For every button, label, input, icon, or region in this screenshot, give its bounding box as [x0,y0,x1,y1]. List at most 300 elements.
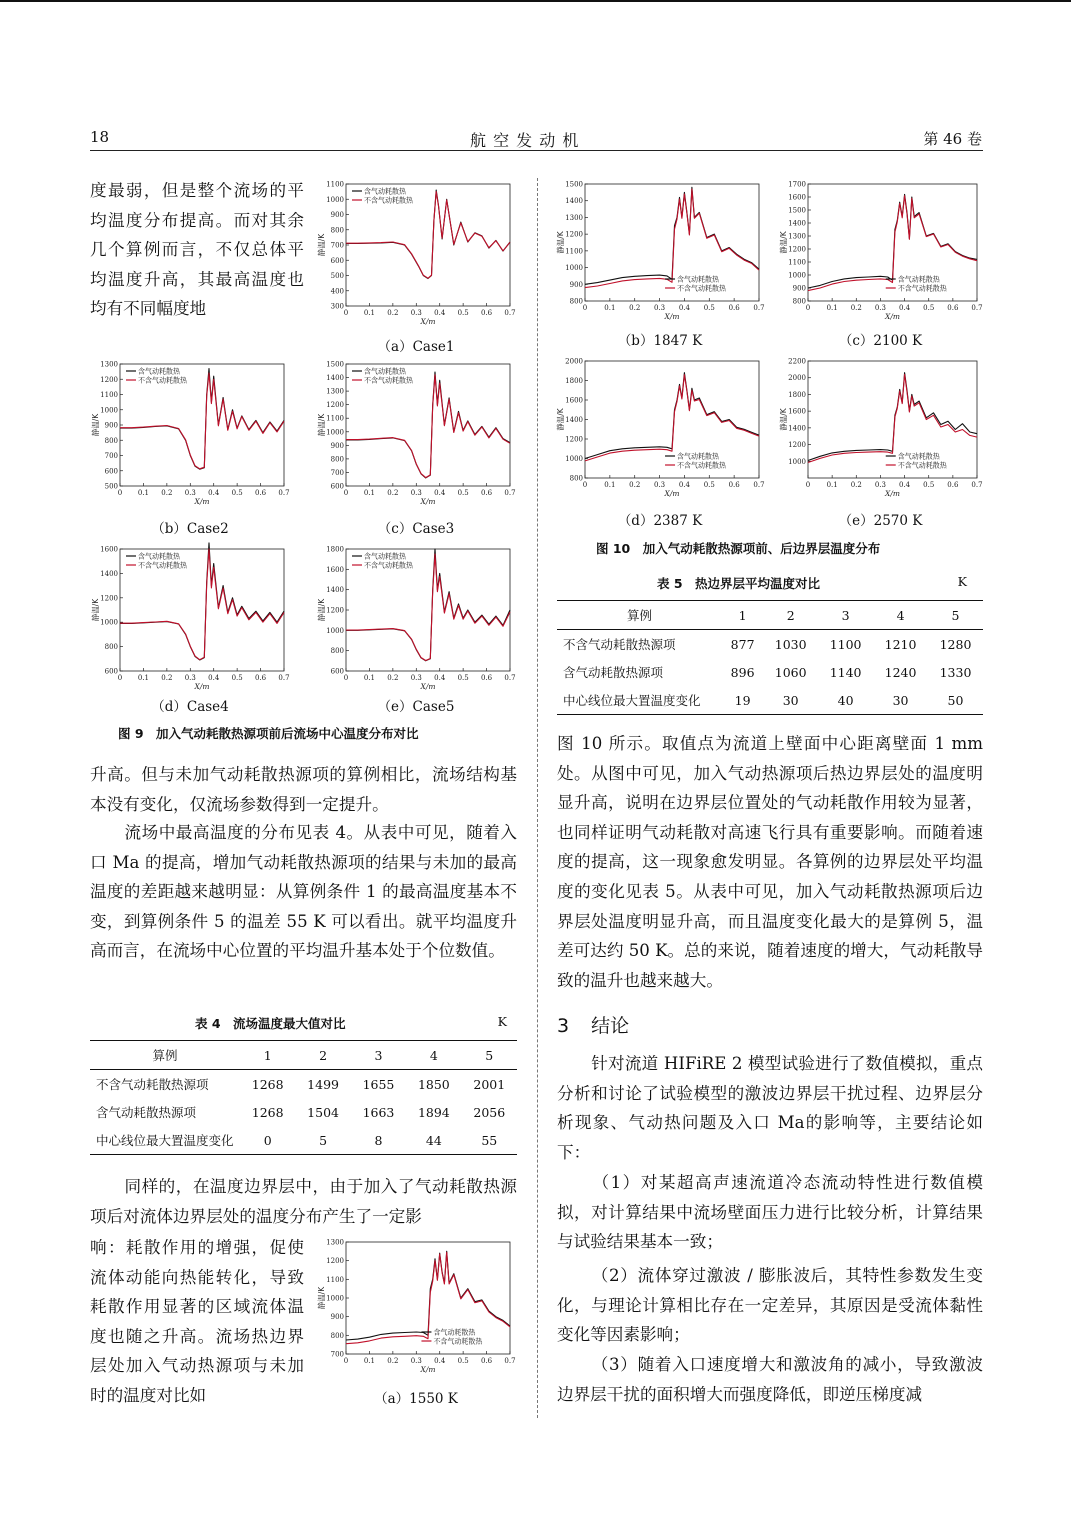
x-tick-label: 0.6 [255,674,267,682]
figure-9-title: 图 9 加入气动耗散热源项前后流场中心温度分布对比 [118,726,419,741]
y-tick-label: 800 [330,647,344,656]
y-tick-label: 1600 [788,193,806,202]
series-line-with-dissipation [585,187,759,284]
chart-f10e [778,357,983,502]
y-tick-label: 1000 [100,406,118,415]
table-row [90,1098,517,1126]
chart-f9b [90,360,290,510]
x-tick-label: 0.7 [971,304,983,312]
table-cell: 8 [351,1126,406,1155]
x-tick-label: 0.1 [363,674,375,682]
right-paragraph-3 [557,1168,983,1257]
y-tick-label: 1000 [788,457,806,466]
caption-f9b: （b）Case2 [151,521,229,537]
x-tick-label: 0.6 [481,674,493,682]
table-cell: 含气动耗散热源项 [96,1105,197,1120]
table-cell: 50 [928,686,983,715]
y-tick-label: 1100 [100,391,118,399]
y-tick-label: 1200 [100,375,118,384]
x-tick-label: 0 [582,304,588,312]
x-tick-label: 0 [805,304,811,312]
y-tick-label: 1200 [100,594,118,603]
legend-label: 不含气动耗散热 [897,284,947,293]
table-5-title-row [557,574,983,600]
y-tick-label: 600 [104,667,118,676]
page-number: 18 [90,128,110,146]
y-tick-label: 1000 [788,271,806,280]
x-tick-label: 0.2 [387,674,399,682]
legend-label: 不含气动耗散热 [364,376,413,385]
y-tick-label: 1500 [788,206,806,215]
chart-f10b [555,180,765,325]
chart-f10a [316,1238,516,1378]
table-cell: 44 [406,1126,461,1155]
y-tick-label: 1300 [565,213,583,222]
y-tick-label: 900 [104,421,118,430]
x-axis-label: X/m [885,312,900,321]
table-4-header: 4 [406,1041,461,1070]
x-axis-label: X/m [885,489,900,498]
y-axis-label: 静温/K [779,231,788,254]
y-tick-label: 300 [330,302,344,311]
x-tick-label: 0.2 [161,489,173,497]
table-cell: 1499 [307,1076,339,1092]
x-tick-label: 0.1 [826,304,838,312]
y-tick-label: 1600 [565,396,583,405]
x-tick-label: 0.5 [231,674,243,682]
x-tick-label: 0.3 [410,309,422,317]
table-cell: 中心线位最大置温度变化 [90,1126,240,1155]
x-tick-label: 0.5 [923,304,935,312]
x-tick-label: 0 [117,489,123,497]
x-axis-label: X/m [420,682,436,691]
legend-label: 不含气动耗散热 [677,284,727,293]
y-tick-label: 1200 [565,230,583,239]
y-tick-label: 1400 [326,586,344,595]
x-tick-label: 0.3 [874,304,886,312]
x-tick-label: 0.6 [481,1357,493,1365]
table-cell: 不含气动耗散热源项 [563,637,676,652]
x-tick-label: 0.4 [434,309,446,317]
y-tick-label: 1200 [326,401,344,410]
y-axis-label: 静温/K [317,598,326,622]
x-tick-label: 0.5 [457,1357,469,1365]
chart-f10d [555,357,765,502]
table-cell: 1280 [939,636,972,652]
table-5-title: 表 5 热边界层平均温度对比 [657,576,821,591]
table-cell: 1330 [939,664,972,680]
table-5-header: 4 [873,601,928,630]
table-cell: 2001 [473,1076,506,1092]
table-cell: 1240 [884,664,917,680]
y-tick-label: 1000 [326,195,344,204]
y-tick-label: 1000 [326,626,344,635]
x-tick-label: 0.2 [387,489,399,497]
table-cell: 1210 [884,636,917,652]
table-4-unit: K [497,1014,507,1029]
x-tick-label: 0.2 [850,304,862,312]
table-cell: 1030 [774,636,807,652]
y-tick-label: 1400 [326,374,344,383]
y-axis-label: 静温/K [317,1286,326,1310]
right-paragraph-2 [557,1049,983,1167]
caption-f9c: （c）Case3 [377,521,455,537]
caption-f10d: （d）2387 K [617,513,703,529]
y-tick-label: 800 [330,1331,344,1340]
figure-10-title: 图 10 加入气动耗散热源项前、后边界层温度分布 [596,541,881,556]
x-tick-label: 0.3 [410,1357,422,1365]
x-tick-label: 0.4 [678,304,690,312]
y-tick-label: 1500 [565,180,583,189]
y-tick-label: 1400 [565,416,583,424]
y-tick-label: 1400 [100,569,118,578]
table-4 [90,1014,517,1155]
x-tick-label: 0.2 [629,481,641,489]
y-tick-label: 1100 [326,1275,344,1284]
x-tick-label: 0.3 [654,304,666,312]
x-tick-label: 0.1 [137,674,149,682]
series-line-without-dissipation [585,375,759,461]
x-tick-label: 0.2 [850,481,862,489]
legend-label: 含气动耗散热 [364,552,406,561]
plot-frame [808,361,977,478]
x-tick-label: 0.1 [826,481,838,489]
x-axis-label: X/m [194,497,210,506]
y-tick-label: 1000 [565,264,583,273]
x-tick-label: 0.5 [457,489,469,497]
x-tick-label: 0.5 [457,674,469,682]
y-tick-label: 1300 [326,387,344,396]
table-cell: 1504 [307,1104,339,1120]
section-number: 3 [557,1015,570,1037]
legend-label: 不含气动耗散热 [364,561,413,570]
legend-label: 含气动耗散热 [433,1328,476,1337]
x-tick-label: 0 [343,1357,349,1365]
x-tick-label: 0.5 [457,309,469,317]
left-paragraph-1: 度最弱，但是整个流场的平均温度分布提高。而对其余几个算例而言，不仅总体平均温度升高，其最高温度也均有不同幅度地 [90,181,304,319]
table-cell: 1268 [251,1104,284,1120]
right-paragraph-1: 图 10 所示。取值点为流道上壁面中心距离壁面 1 mm 处。从图中可见，加入气动热源项后热边界层处的温度明显升高，说明在边界层位置处的气动耗散作用较为显著，也同样证明气动耗散对高速飞行具有重要影响。而随着速度的提高，这一现象愈发明显。各算例的边界层处平均温度的变化见表 5。从表中可见，加入气动耗散热源项后边界层处温度明显升高，而且温度变化最大的是算例 5，温差可达约 50 K。总的来说，随着速度的增大，气动耗散导致的温升也越来越大。 [557,734,983,990]
x-tick-label: 0.4 [678,481,690,489]
series-line-without-dissipation [346,192,510,279]
y-tick-label: 1400 [788,219,806,228]
y-tick-label: 1000 [326,428,344,437]
left-paragraph-3-text: 流场中最高温度的分布见表 4。从表中可见，随着入口 Ma 的提高，增加气动耗散热源项的结果与未加的最高温度的差距越来越明显：从算例条件 1 的最高温度基本不变，到算例条件 5 的温差 55 K 可以看出。就平均温度升高而言，在流场中心位置的平均温升基本处于个位数值。 [90,823,517,961]
table-5-header: 算例 [557,601,722,630]
y-tick-label: 800 [104,436,118,445]
table-cell: 1850 [417,1076,450,1092]
table-cell: 40 [818,686,873,715]
table-cell: 30 [873,686,928,715]
x-tick-label: 0.7 [753,481,765,489]
series-line-without-dissipation [808,196,977,291]
y-tick-label: 1600 [100,545,118,554]
y-tick-label: 400 [330,287,344,296]
y-tick-label: 800 [104,643,118,652]
x-tick-label: 0.4 [434,489,446,497]
y-tick-label: 800 [330,455,344,464]
table-cell: 896 [730,664,755,680]
x-tick-label: 0.7 [278,674,290,682]
table-cell: 1663 [362,1104,395,1120]
x-axis-label: X/m [194,682,210,691]
caption-f10a: （a）1550 K [374,1391,458,1407]
caption-f10b: （b）1847 K [617,333,703,349]
x-tick-label: 0.4 [434,674,446,682]
table-cell: 5 [295,1126,350,1155]
y-tick-label: 900 [330,1313,344,1322]
y-tick-label: 1700 [788,180,806,189]
y-tick-label: 1400 [565,197,583,206]
y-tick-label: 1800 [326,545,344,554]
y-tick-label: 1100 [565,247,583,256]
table-row [557,630,983,659]
right-paragraph-2-text: 针对流道 HIFiRE 2 模型试验进行了数值模拟，重点分析和讨论了试验模型的激波边界层干扰过程、边界层分析现象、气动热问题及入口 Ma的影响等，主要结论如下： [557,1054,983,1162]
x-tick-label: 0.3 [654,481,666,489]
y-tick-label: 1200 [326,1257,344,1266]
caption-f9e: （e）Case5 [377,699,455,715]
x-tick-label: 0.3 [410,674,422,682]
table-cell: 1268 [251,1076,284,1092]
x-tick-label: 0.7 [504,674,516,682]
series-line-without-dissipation [120,373,284,469]
y-tick-label: 500 [330,272,344,280]
chart-f9d [90,545,290,695]
y-tick-label: 700 [330,1350,344,1359]
legend-label: 不含气动耗散热 [433,1337,483,1346]
x-tick-label: 0 [343,674,349,682]
y-tick-label: 700 [330,241,344,250]
table-cell: 2056 [473,1104,506,1120]
y-axis-label: 静温/K [556,231,565,254]
legend-label: 含气动耗散热 [897,452,940,461]
y-axis-label: 静温/K [317,233,326,257]
y-axis-label: 静温/K [317,413,326,437]
table-cell: 1060 [774,664,807,680]
x-tick-label: 0.1 [363,1357,375,1365]
x-tick-label: 0.6 [481,489,493,497]
y-axis-label: 静温/K [91,598,100,622]
left-paragraph-4-text: 同样的，在温度边界层中，由于加入了气动耗散热源项后对流体边界层处的温度分布产生了一定影 [90,1177,517,1226]
table-cell: 55 [462,1126,517,1155]
x-tick-label: 0.6 [947,304,959,312]
x-tick-label: 0.6 [481,309,493,317]
table-4-header: 3 [351,1041,406,1070]
table-5-header: 2 [763,601,818,630]
y-tick-label: 1000 [100,618,118,627]
x-tick-label: 0.4 [208,489,220,497]
y-tick-label: 1100 [326,414,344,423]
x-tick-label: 0.2 [387,309,399,317]
table-cell: 877 [730,636,755,652]
y-tick-label: 800 [569,474,583,483]
table-cell: 中心线位最大置温度变化 [557,686,722,715]
y-tick-label: 1000 [326,1294,344,1303]
journal-title: 航 空 发 动 机 [470,131,580,150]
series-line-without-dissipation [346,554,510,660]
table-5-header: 5 [928,601,983,630]
legend-label: 不含气动耗散热 [897,461,947,470]
legend-label: 含气动耗散热 [138,552,180,561]
left-paragraph-4 [90,1172,517,1231]
y-axis-label: 静温/K [556,408,565,431]
top-border [0,0,1071,2]
column-divider [537,178,538,1418]
y-tick-label: 1100 [788,258,806,267]
x-tick-label: 0.3 [184,489,196,497]
right-paragraph-5-text: （3）随着入口速度增大和激波角的减小，导致激波边界层干扰的面积增大而强度降低，即逆压梯度减 [557,1355,983,1404]
legend-label: 含气动耗散热 [364,187,406,196]
series-line-without-dissipation [346,1252,510,1343]
y-tick-label: 1800 [788,390,806,399]
x-tick-label: 0.5 [703,481,715,489]
chart-f9a [316,180,516,330]
y-tick-label: 1300 [788,232,806,241]
series-line-without-dissipation [346,375,510,478]
y-tick-label: 1200 [788,245,806,254]
x-tick-label: 0.4 [434,1357,446,1365]
table-5-header: 1 [722,601,763,630]
x-tick-label: 0.1 [604,304,616,312]
legend-label: 不含气动耗散热 [138,561,187,570]
y-tick-label: 900 [330,211,344,219]
right-paragraph-5 [557,1350,983,1409]
caption-f9d: （d）Case4 [151,699,229,715]
x-tick-label: 0.7 [504,489,516,497]
y-tick-label: 800 [330,226,344,235]
left-paragraph-5: 响：耗散作用的增强，促使流体动能向热能转化，导致耗散作用显著的区域流体温度也随之升高。流场热边界层处加入气动热源项与未加时的温度对比如 [90,1238,304,1405]
y-tick-label: 1200 [788,441,806,450]
table-row [557,658,983,686]
series-line-with-dissipation [346,1251,510,1340]
x-tick-label: 0.5 [923,481,935,489]
x-tick-label: 0 [343,489,349,497]
x-tick-label: 0.6 [728,304,740,312]
table-cell: 1655 [362,1076,395,1092]
plot-frame [585,361,759,478]
volume-label: 第 46 卷 [923,130,982,148]
x-tick-label: 0.7 [278,489,290,497]
table-row [90,1126,517,1155]
x-tick-label: 0.6 [255,489,267,497]
x-tick-label: 0.6 [947,481,959,489]
x-tick-label: 0.1 [363,309,375,317]
y-tick-label: 600 [330,482,344,491]
y-tick-label: 900 [330,441,344,450]
section-title: 结论 [591,1015,630,1037]
x-axis-label: X/m [420,1365,436,1374]
y-tick-label: 1200 [565,435,583,444]
y-tick-label: 800 [792,297,806,306]
table-cell: 1894 [417,1104,450,1120]
x-axis-label: X/m [664,489,680,498]
table-5-header: 3 [818,601,873,630]
legend-label: 含气动耗散热 [364,367,406,376]
caption-f10e: （e）2570 K [838,513,923,529]
chart-f9c [316,360,516,510]
y-tick-label: 900 [569,280,583,289]
table-row [90,1070,517,1099]
right-paragraph-4 [557,1261,983,1350]
series-line-without-dissipation [808,374,977,462]
x-tick-label: 0.1 [363,489,375,497]
x-tick-label: 0.6 [728,481,740,489]
y-tick-label: 500 [104,482,118,491]
x-tick-label: 0 [117,674,123,682]
header-rule [90,150,983,151]
table-4-header: 5 [462,1041,517,1070]
y-tick-label: 1400 [788,424,806,433]
y-tick-label: 1100 [326,180,344,189]
x-tick-label: 0.2 [629,304,641,312]
section-heading [557,1011,629,1038]
x-tick-label: 0.7 [504,309,516,317]
caption-f9a: （a）Case1 [377,339,455,355]
x-tick-label: 0 [805,481,811,489]
x-axis-label: X/m [420,317,436,326]
y-tick-label: 1300 [100,360,118,369]
y-tick-label: 2200 [788,357,806,366]
caption-f10c: （c）2100 K [838,333,923,349]
y-tick-label: 600 [330,256,344,265]
x-tick-label: 0.3 [410,489,422,497]
x-tick-label: 0.4 [899,481,911,489]
x-tick-label: 0.3 [184,674,196,682]
legend-label: 含气动耗散热 [138,367,180,376]
y-tick-label: 2000 [788,374,806,383]
x-tick-label: 0.7 [753,304,765,312]
x-tick-label: 0.4 [899,304,911,312]
legend-label: 含气动耗散热 [677,275,720,284]
y-tick-label: 600 [104,467,118,476]
x-tick-label: 0.1 [604,481,616,489]
chart-f10c [778,180,983,325]
left-paragraph-2: 升高。但与未加气动耗散热源项的算例相比，流场结构基本没有变化，仅流场参数得到一定提升。 [90,765,517,814]
y-axis-label: 静温/K [779,408,788,431]
x-tick-label: 0.1 [137,489,149,497]
y-tick-label: 700 [104,452,118,460]
y-axis-label: 静温/K [91,413,100,437]
table-cell: 30 [763,686,818,715]
x-tick-label: 0 [582,481,588,489]
y-tick-label: 1000 [565,455,583,463]
series-line-without-dissipation [585,189,759,288]
y-tick-label: 900 [792,284,806,293]
x-tick-label: 0.2 [161,674,173,682]
y-tick-label: 1200 [326,606,344,615]
table-cell: 1100 [829,636,862,652]
x-axis-label: X/m [420,497,436,506]
legend-label: 不含气动耗散热 [138,376,187,385]
legend-label: 不含气动耗散热 [364,196,413,205]
table-4-header: 2 [295,1041,350,1070]
x-tick-label: 0.7 [971,481,983,489]
table-5-unit: K [957,574,967,589]
table-4-title-row [90,1014,517,1040]
table-row [557,686,983,715]
y-tick-label: 800 [569,297,583,306]
legend-label: 不含气动耗散热 [677,461,727,470]
y-tick-label: 1500 [326,360,344,369]
y-tick-label: 600 [330,667,344,676]
x-tick-label: 0.5 [703,304,715,312]
table-cell: 19 [722,686,763,715]
table-cell: 0 [240,1126,295,1155]
y-tick-label: 2000 [565,357,583,366]
x-tick-label: 0.7 [504,1357,516,1365]
table-4-title: 表 4 流场温度最大值对比 [195,1016,346,1031]
x-tick-label: 0 [343,309,349,317]
